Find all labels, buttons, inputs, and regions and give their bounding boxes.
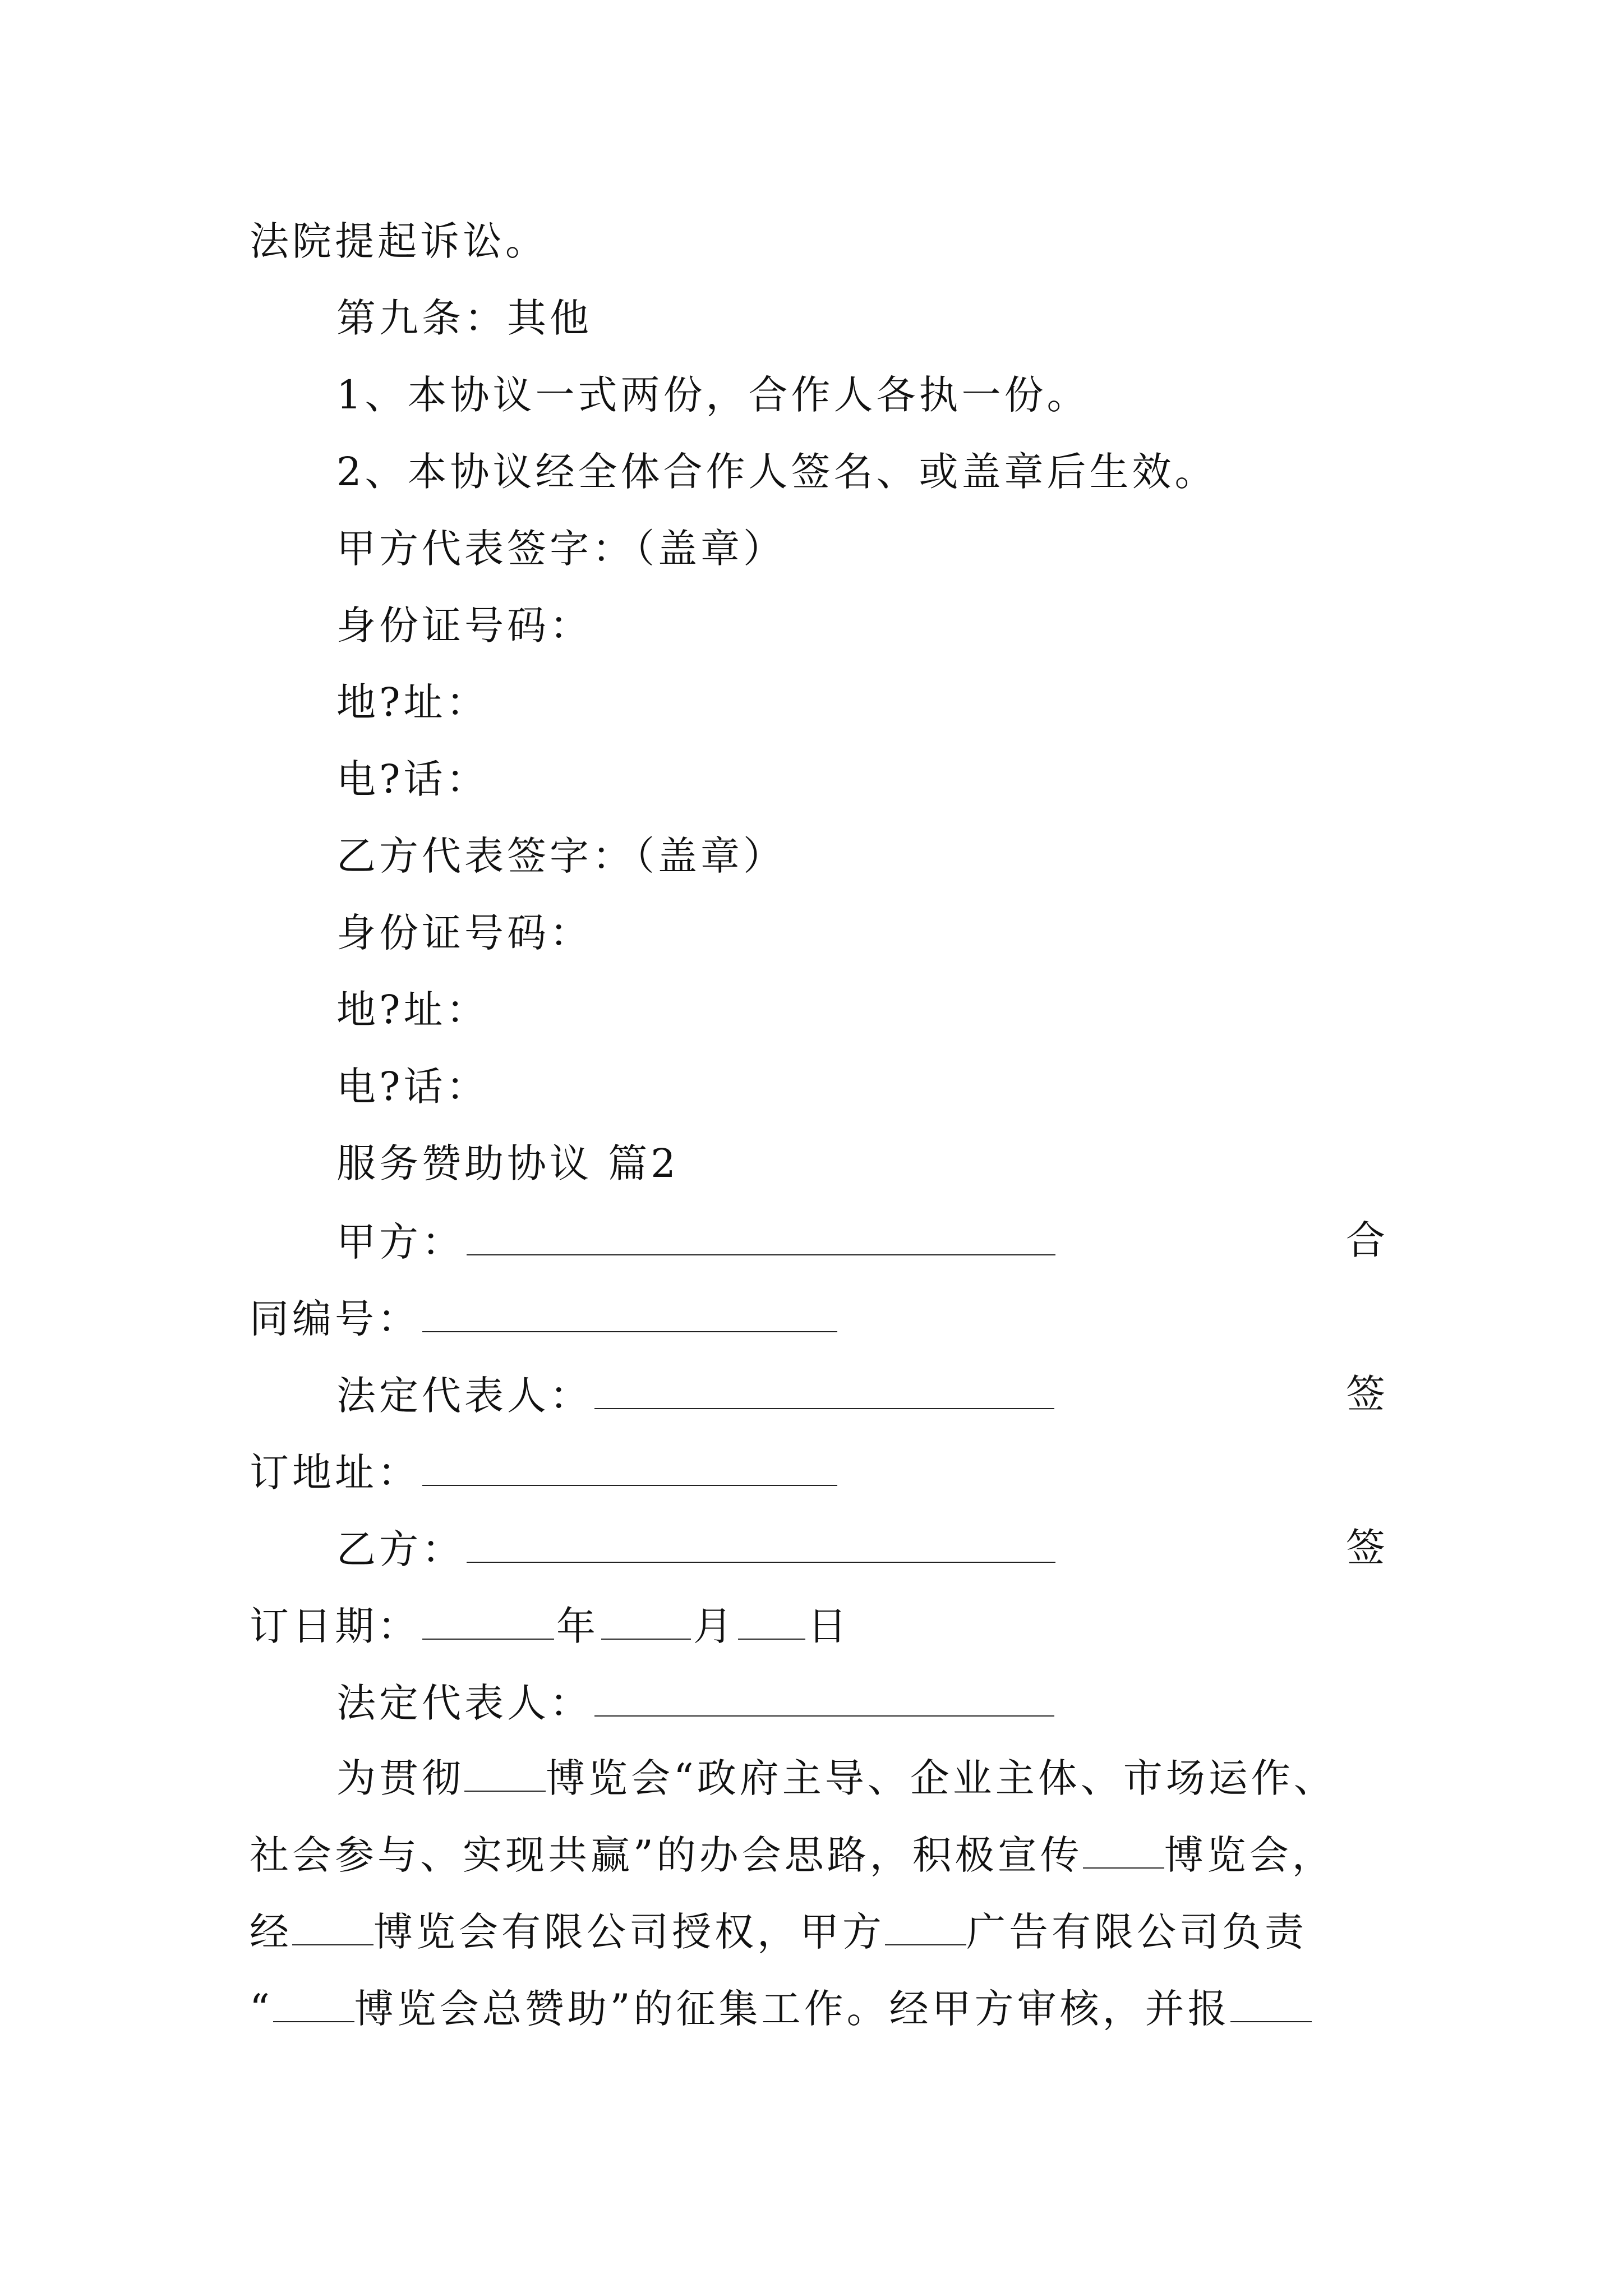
sign-place-row (250, 1446, 840, 1498)
sign-date-char: 签 (1346, 1525, 1385, 1571)
article-heading: 第九条：其他 (336, 295, 592, 341)
para-blank (1230, 1987, 1312, 2022)
sign-place-char: 签 (1346, 1371, 1385, 1417)
year-label: 年 (556, 1603, 599, 1649)
address-label: 地?址： (336, 987, 489, 1033)
legal-rep-b-blank[interactable] (594, 1676, 1054, 1717)
text-line: 法院提起诉讼。 (250, 218, 548, 264)
para-blank (885, 1911, 966, 1945)
para-blank (292, 1911, 374, 1945)
phone-label: 电?话： (336, 756, 489, 802)
sign-date-label: 订日期： (250, 1603, 420, 1649)
paragraph-line (250, 1907, 1307, 1957)
month-blank[interactable] (601, 1599, 691, 1640)
paragraph-line (336, 1753, 1336, 1803)
year-blank[interactable] (422, 1599, 554, 1640)
sign-place-blank[interactable] (422, 1446, 837, 1486)
para-text: 博览会总赞助”的征集工作。经甲方审核，并报 (354, 1986, 1230, 2032)
party-a-row (336, 1215, 1058, 1267)
day-label: 日 (808, 1603, 850, 1649)
contract-no-row (250, 1292, 840, 1344)
month-label: 月 (693, 1603, 736, 1649)
text-line: 1、本协议一式两份，合作人各执一份。 (336, 372, 1090, 418)
party-a-label: 甲方： (336, 1219, 464, 1265)
signature-label: 甲方代表签字：（盖章） (336, 526, 786, 572)
para-blank (1083, 1834, 1164, 1869)
paragraph-line (250, 1984, 1312, 2034)
legal-rep-b-label: 法定代表人： (336, 1680, 592, 1726)
para-text: 为贯彻 (336, 1755, 464, 1801)
para-text: 博览会“政府主导、企业主体、市场运作、 (546, 1755, 1336, 1801)
party-b-blank[interactable] (467, 1522, 1055, 1563)
section-title: 服务赞助协议 篇2 (336, 1140, 679, 1186)
day-blank[interactable] (738, 1599, 805, 1640)
contract-no-label: 同编号： (250, 1296, 420, 1342)
signature-label: 乙方代表签字：（盖章） (336, 833, 786, 879)
party-b-row (336, 1522, 1058, 1575)
paragraph-line (250, 1830, 1335, 1880)
legal-rep-blank[interactable] (594, 1369, 1054, 1409)
legal-rep-label: 法定代表人： (336, 1373, 592, 1419)
para-text: “ (250, 1986, 273, 2032)
para-blank (464, 1757, 546, 1792)
para-text: 社会参与、实现共赢”的办会思路，积极宣传 (250, 1832, 1083, 1878)
para-text: 广告有限公司负责 (966, 1909, 1307, 1955)
id-label: 身份证号码： (336, 910, 592, 956)
text-line: 2、本协议经全体合作人签名、或盖章后生效。 (336, 449, 1218, 495)
para-blank (273, 1987, 354, 2022)
para-text: 博览会， (1164, 1832, 1335, 1878)
party-a-blank[interactable] (467, 1215, 1055, 1255)
para-text: 经 (250, 1909, 292, 1955)
para-text: 博览会有限公司授权，甲方 (374, 1909, 885, 1955)
id-label: 身份证号码： (336, 602, 592, 648)
phone-label: 电?话： (336, 1064, 489, 1110)
sign-date-row (250, 1599, 850, 1651)
contract-no-char: 合 (1346, 1217, 1385, 1263)
legal-rep-b-row (336, 1676, 1057, 1728)
address-label: 地?址： (336, 679, 489, 725)
party-b-label: 乙方： (336, 1526, 464, 1572)
sign-place-label: 订地址： (250, 1450, 420, 1496)
legal-rep-row (336, 1369, 1057, 1421)
contract-no-blank[interactable] (422, 1292, 837, 1332)
